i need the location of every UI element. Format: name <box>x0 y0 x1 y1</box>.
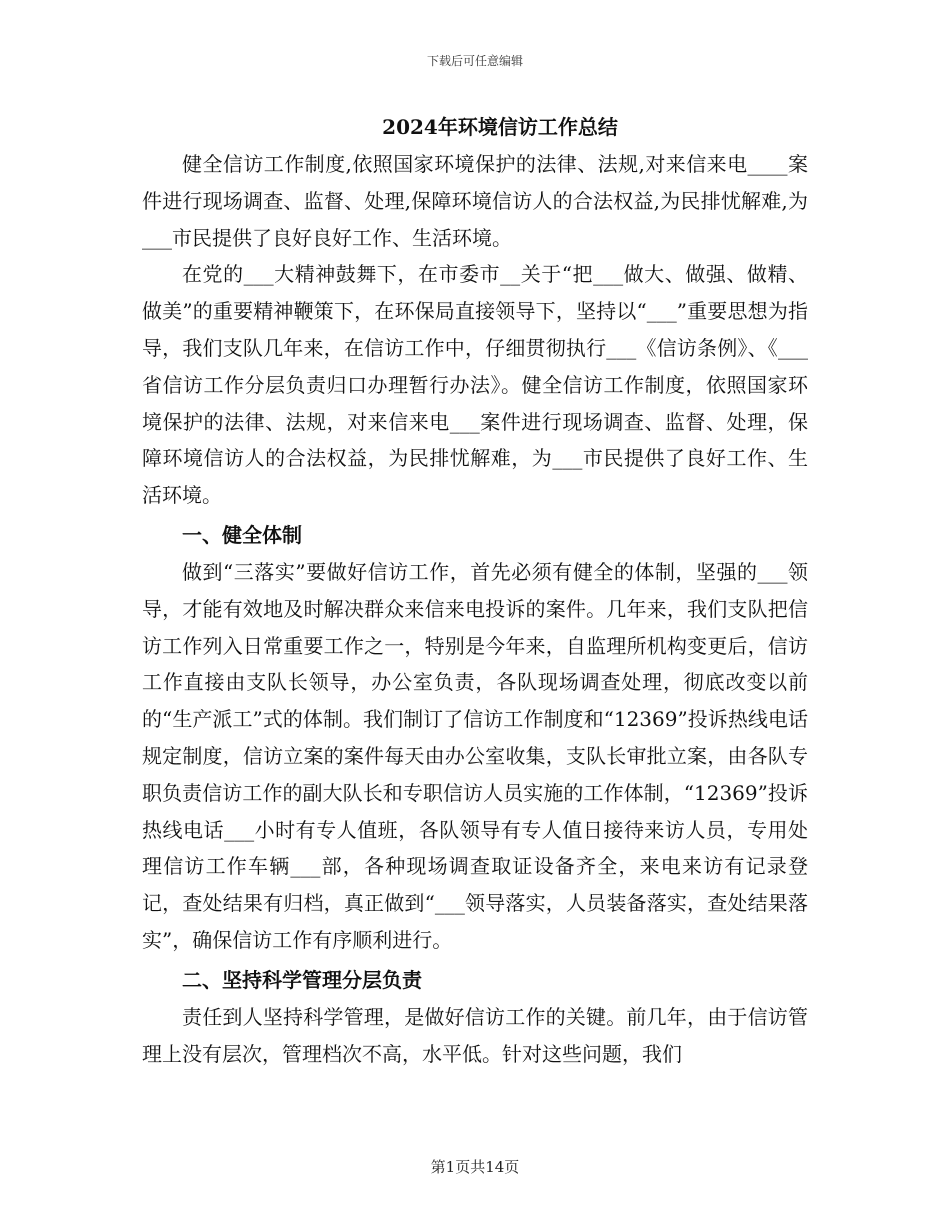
page-number-footer: 第1页共14页 <box>430 1158 520 1176</box>
paragraph-background: 在党的___大精神鼓舞下，在市委市__关于“把___做大、做强、做精、做美”的重要精神鞭策下，在环保局直接领导下，坚持以“___”重要思想为指导，我们支队几年来，在信访工作中，仔细贯彻执行___《信访条例》、《___省信访工作分层负责归口办理暂行办法》。健全信访工作制度，依照国家环境保护的法律、法规，对来信来电___案件进行现场调查、监督、处理，保障环境信访人的合法权益，为民排忧解难，为___市民提供了良好工作、生活环境。 <box>142 262 808 508</box>
paragraph-intro: 健全信访工作制度,依照国家环境保护的法律、法规,对来信来电____案件进行现场调查、监督、处理,保障环境信访人的合法权益,为民排忧解难,为___市民提供了良好良好工作、生活环境。 <box>142 152 808 250</box>
section-1-paragraph: 做到“三落实”要做好信访工作，首先必须有健全的体制，坚强的___领导，才能有效地及时解决群众来信来电投诉的案件。几年来，我们支队把信访工作列入日常重要工作之一，特别是今年来，自监理所机构变更后，信访工作直接由支队长领导，办公室负责，各队现场调查处理，彻底改变以前的“生产派工”式的体制。我们制订了信访工作制度和“12369”投诉热线电话规定制度，信访立案的案件每天由办公室收集，支队长审批立案，由各队专职负责信访工作的副大队长和专职信访人员实施的工作体制，“12369”投诉热线电话___小时有专人值班，各队领导有专人值日接待来访人员，专用处理信访工作车辆___部，各种现场调查取证设备齐全，来电来访有记录登记，查处结果有归档，真正做到“___领导落实，人员装备落实，查处结果落实”，确保信访工作有序顺利进行。 <box>142 559 808 952</box>
section-2-paragraph: 责任到人坚持科学管理，是做好信访工作的关键。前几年，由于信访管理上没有层次，管理档次不高，水平低。针对这些问题，我们 <box>142 1004 808 1066</box>
document-body <box>142 110 808 1072</box>
section-heading-2: 二、坚持科学管理分层负责 <box>182 967 422 992</box>
page-header-note: 下载后可任意编辑 <box>426 54 523 68</box>
section-heading-1: 一、健全体制 <box>182 522 302 547</box>
document-title: 2024年环境信访工作总结 <box>382 115 618 139</box>
